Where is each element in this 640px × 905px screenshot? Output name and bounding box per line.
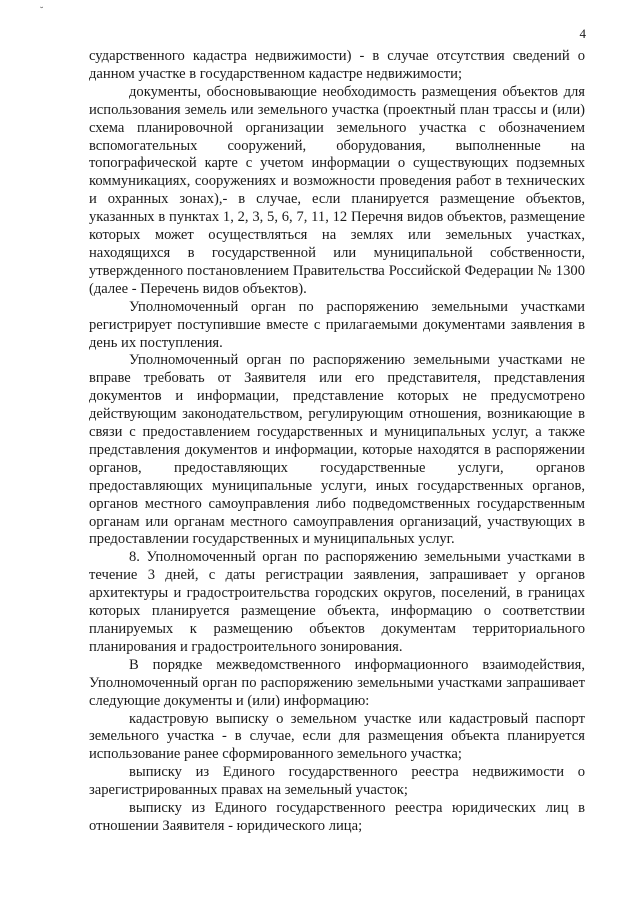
list-item-cadastral-extract: кадастровую выписку о земельном участке или кадастровый паспорт земельного участка - в случае, если для размещения объекта планируется использование ранее сформированного земельного участка;	[89, 710, 585, 763]
paragraph-cadastre-continuation: сударственного кадастра недвижимости) - в случае отсутствия сведений о данном участке в государственном кадастре недвижимости;	[89, 48, 585, 82]
paragraph-justifying-documents: документы, обосновывающие необходимость размещения объектов для использования земель или земельного участка (проектный план трассы и (или) схема планировочной организации земельного участка с обозначением вспомогательных сооружений, оборудования, выполненные на топографической карте с учетом информации о существующих подземных коммуникациях, сооружениях и возможности проведения работ в технических и охранных зонах),- в случае, если планируется размещение объектов, указанных в пунктах 1, 2, 3, 5, 6, 7, 11, 12 Перечня видов объектов, размещение которых может осуществляться на землях или земельных участках, находящихся в государственной или муниципальной собственности, утвержденного постановлением Правительства Российской Федерации № 1300 (далее - Перечень видов объектов).	[89, 83, 585, 297]
page-number: 4	[579, 26, 586, 41]
paragraph-no-demand: Уполномоченный орган по распоряжению земельными участками не вправе требовать от Заявителя или его представителя, представления документов и информации, представление которых не предусмотрено действующим законодательством, регулирующим отношения, возникающие в связи с предоставлением государственных и муниципальных услуг, а также представления документов и информации, которые находятся в распоряжении органов, предоставляющих государственные услуги, органов предоставляющих муниципальные услуги, иных государственных органов, органов местного самоуправления либо подведомственных государственным органам или органам местного самоуправления организаций, участвующих в предоставлении государственных и муниципальных услуг.	[89, 352, 585, 548]
paragraph-item-8: 8. Уполномоченный орган по распоряжению земельными участками в течение 3 дней, с даты регистрации заявления, запрашивает у органов архитектуры и градостроительства городских округов, поселений, в границах которых планируется размещение объекта, информацию о соответствии планируемых к размещению объектов документам территориального планирования и градостроительного зонирования.	[89, 549, 585, 655]
corner-mark: ˘	[40, 6, 44, 17]
paragraph-interagency: В порядке межведомственного информационного взаимодействия, Уполномоченный орган по распоряжению земельными участками запрашивает следующие документы и (или) информацию:	[89, 656, 585, 709]
paragraph-registration: Уполномоченный орган по распоряжению земельными участками регистрирует поступившие вместе с прилагаемыми документами заявления в день их поступления.	[89, 298, 585, 351]
list-item-property-registry: выписку из Единого государственного реестра недвижимости о зарегистрированных правах на земельный участок;	[89, 764, 585, 799]
list-item-legal-entities-registry: выписку из Единого государственного реестра юридических лиц в отношении Заявителя - юридического лица;	[89, 800, 585, 834]
document-body	[89, 48, 585, 836]
